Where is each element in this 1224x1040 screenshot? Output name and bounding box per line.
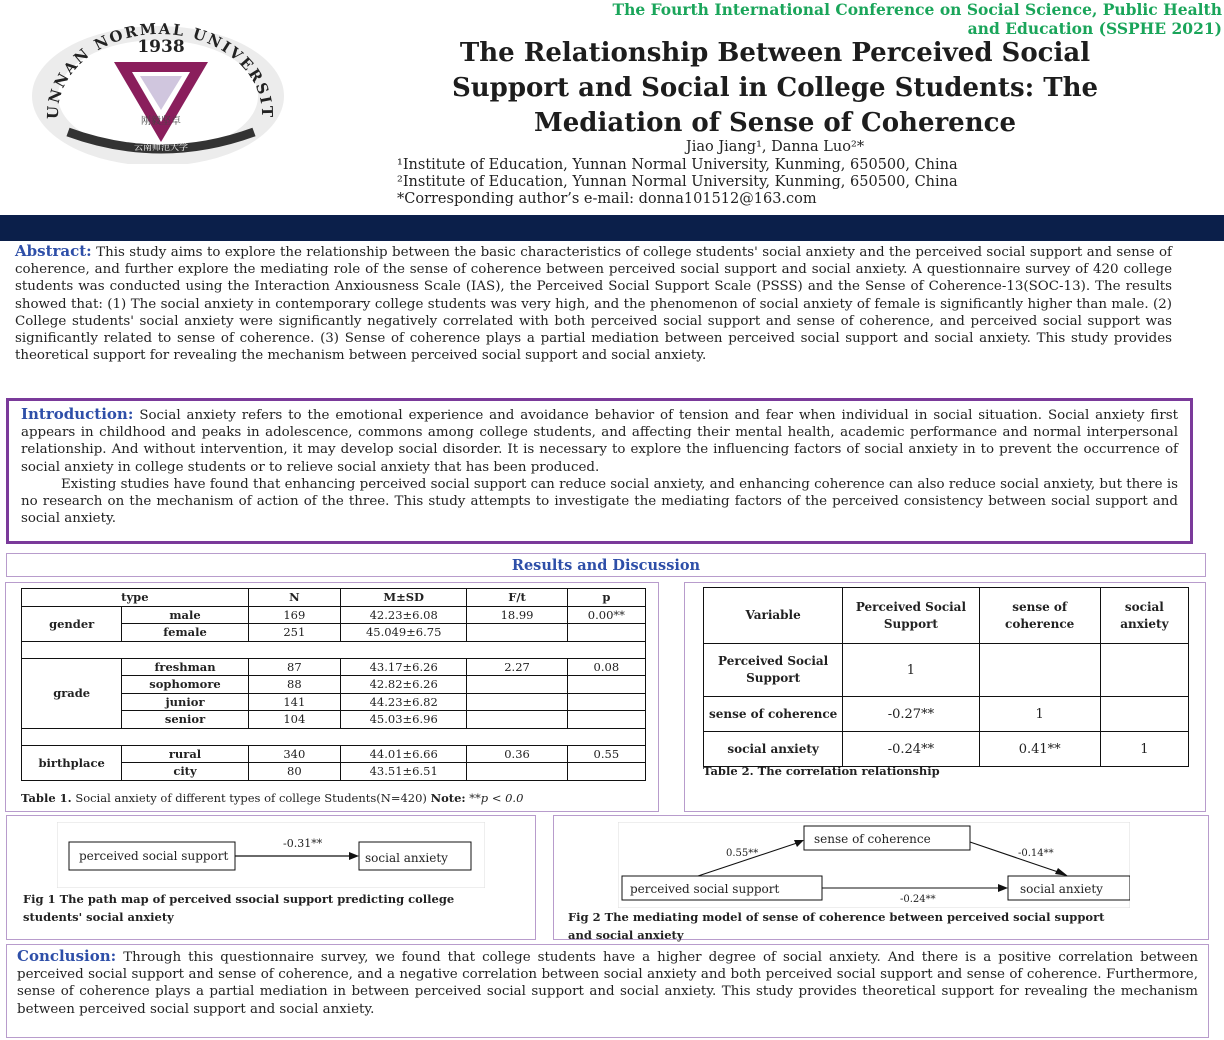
table-header-row: [704, 588, 1189, 644]
fig1-left-label: perceived social support: [79, 849, 229, 863]
table-cell: 88: [248, 676, 340, 694]
table2: [703, 587, 1189, 767]
table-cell: 0.00**: [567, 606, 645, 624]
title-line-2: Support and Social in College Students: The: [451, 73, 1099, 103]
table-row: [22, 658, 646, 676]
table2-caption: Table 2. The correlation relationship: [703, 764, 940, 778]
table1: [21, 588, 646, 781]
table-cell: [467, 763, 567, 781]
introduction-para-1: Social anxiety refers to the emotional experience and avoidance behavior of tension and fear when individual in social situation. Social anxiety first appears in childhood and peaks in adolescence, commons among college students, and affecting their mental health, academic performance and normal interpersonal relationship. And without intervention, it may develop social disorder. It is necessary to explore the influencing factors of social anxiety in to prevent the occurrence of social anxiety in college students or to relieve social anxiety that has been produced.: [21, 408, 1178, 475]
header-divider-bar: [0, 215, 1224, 241]
table1-panel: [5, 582, 659, 812]
affiliations: [397, 157, 1197, 208]
conclusion-section: [6, 944, 1209, 1038]
table-cell: [1100, 697, 1188, 732]
table-cell: city: [122, 763, 248, 781]
table-cell: [567, 693, 645, 711]
conference-line-2: and Education (SSPHE 2021): [967, 19, 1222, 38]
fig1-caption: [23, 890, 454, 926]
fig2-left-label: perceived social support: [630, 882, 780, 896]
table-spacer-row: [22, 728, 646, 745]
table-cell: [567, 676, 645, 694]
table-cell: [1100, 644, 1188, 697]
table1-note-text: **p < 0.0: [469, 791, 524, 805]
table-header: p: [567, 589, 645, 607]
title-line-1: The Relationship Between Perceived Social: [459, 38, 1091, 68]
table-cell: 0.55: [567, 745, 645, 763]
table-cell: [567, 763, 645, 781]
abstract-section: [15, 243, 1172, 364]
corresponding-email: *Corresponding author’s e-mail: donna101512@163.com: [397, 191, 817, 207]
table1-caption: [21, 791, 523, 805]
fig2-right-label: social anxiety: [1020, 882, 1103, 896]
table-cell: 43.51±6.51: [340, 763, 466, 781]
fig1-caption-line-1: Fig 1 The path map of perceived ssocial support predicting college: [23, 892, 455, 906]
group-label: birthplace: [22, 745, 122, 780]
table1-caption-label: Table 1.: [21, 791, 72, 805]
table-cell: 169: [248, 606, 340, 624]
conference-line-1: The Fourth International Conference on Social Science, Public Health: [612, 0, 1222, 19]
table1-caption-text: Social anxiety of different types of college Students(N=420): [75, 791, 427, 805]
table-header: sense of coherence: [979, 588, 1100, 644]
fig2-caption-line-1: Fig 2 The mediating model of sense of coherence between perceived social support: [568, 910, 1105, 924]
table-row: [704, 732, 1189, 767]
table-cell: sophomore: [122, 676, 248, 694]
fig1-right-label: social anxiety: [365, 851, 448, 865]
table-header: type: [22, 589, 249, 607]
fig2-top-label: sense of coherence: [814, 832, 931, 846]
fig2-coef-b: -0.14**: [1018, 848, 1054, 859]
conclusion-label: Conclusion:: [17, 947, 117, 965]
table-cell: 44.01±6.66: [340, 745, 466, 763]
table-cell: 340: [248, 745, 340, 763]
affiliation-2: ²Institute of Education, Yunnan Normal University, Kunming, 650500, China: [397, 174, 958, 190]
conference-name: [440, 0, 1222, 38]
logo-year: 1938: [137, 37, 185, 57]
table-cell: 2.27: [467, 658, 567, 676]
table1-note-label: Note:: [430, 791, 466, 805]
university-logo: [28, 14, 290, 164]
abstract-text: This study aims to explore the relationship between the basic characteristics of college students' social anxiety and the perceived social support and sense of coherence, and further explore the mediating role of the sense of coherence between perceived social support and social anxiety. A questionnaire survey of 420 college students was conducted using the Interaction Anxiousness Scale (IAS), the Perceived Social Support Scale (PSSS) and the Sense of Coherence-13(SOC-13). The results showed that: (1) The social anxiety in contemporary college students was very high, and the phenomenon of social anxiety of female is significantly higher than male. (2) College students' social anxiety were significantly negatively correlated with both perceived social support and sense of coherence, and perceived social support was significantly related to sense of coherence. (3) Sense of coherence plays a partial mediation between perceived social support and social anxiety. This study provides theoretical support for revealing the mechanism between perceived social support and social anxiety.: [15, 245, 1172, 364]
table-header: F/t: [467, 589, 567, 607]
table-cell: 1: [1100, 732, 1188, 767]
table-cell: 18.99: [467, 606, 567, 624]
results-heading: Results and Discussion: [6, 553, 1206, 577]
table-cell: 1: [979, 697, 1100, 732]
table-header: Variable: [704, 588, 843, 644]
table-row: [22, 606, 646, 624]
table-cell: 45.03±6.96: [340, 711, 466, 729]
fig2-caption: [568, 908, 1104, 944]
table-cell: 44.23±6.82: [340, 693, 466, 711]
fig2-coef-c: -0.24**: [900, 894, 936, 905]
table-cell: 141: [248, 693, 340, 711]
table-cell: [567, 624, 645, 642]
table-cell: -0.27**: [843, 697, 979, 732]
row-label: sense of coherence: [704, 697, 843, 732]
poster-title: [380, 36, 1170, 141]
introduction-para-2: Existing studies have found that enhancing perceived social support can reduce social anxiety, and enhancing coherence can also reduce social anxiety, but there is no research on the mechanism of action of the three. This study attempts to investigate the mediating factors of the perceived consistency between social support and social anxiety.: [21, 476, 1178, 527]
introduction-label: Introduction:: [21, 405, 134, 423]
table-cell: [467, 676, 567, 694]
fig2-caption-line-2: and social anxiety: [568, 928, 684, 942]
fig1-panel: [6, 815, 536, 940]
table-cell: 0.08: [567, 658, 645, 676]
table-cell: rural: [122, 745, 248, 763]
table-header-row: [22, 589, 646, 607]
table-header: social anxiety: [1100, 588, 1188, 644]
fig1-path-diagram: [57, 822, 485, 888]
table-cell: [467, 693, 567, 711]
table-cell: -0.24**: [843, 732, 979, 767]
table-cell: 45.049±6.75: [340, 624, 466, 642]
table-cell: female: [122, 624, 248, 642]
table-header: N: [248, 589, 340, 607]
group-label: gender: [22, 606, 122, 641]
table-cell: [467, 711, 567, 729]
table2-panel: [684, 582, 1206, 812]
logo-name-cn: 云南师范大学: [133, 143, 189, 153]
table-cell: 42.82±6.26: [340, 676, 466, 694]
table-cell: 80: [248, 763, 340, 781]
table-row: [704, 697, 1189, 732]
table-cell: 104: [248, 711, 340, 729]
conclusion-text: Through this questionnaire survey, we found that college students have a higher degree of social anxiety. And there is a positive correlation between perceived social support and sense of coherence, and a negative correlation between social anxiety and both perceived social support and sense of coherence. Furthermore, sense of coherence plays a partial mediation in between perceived social support and social anxiety. This study provides theoretical support for revealing the mechanism between perceived social support and social anxiety.: [17, 950, 1198, 1017]
table-cell: 0.41**: [979, 732, 1100, 767]
table-cell: [467, 624, 567, 642]
authors: Jiao Jiang¹, Danna Luo²*: [685, 139, 865, 155]
fig2-panel: [553, 815, 1209, 940]
table-cell: 1: [843, 644, 979, 697]
table-cell: [567, 711, 645, 729]
table-cell: male: [122, 606, 248, 624]
abstract-label: Abstract:: [15, 242, 92, 260]
row-label: Perceived Social Support: [704, 644, 843, 697]
table-cell: freshman: [122, 658, 248, 676]
affiliation-1: ¹Institute of Education, Yunnan Normal University, Kunming, 650500, China: [397, 157, 958, 173]
table-row: [22, 745, 646, 763]
group-label: grade: [22, 658, 122, 728]
table-spacer-row: [22, 641, 646, 658]
table-row: [704, 644, 1189, 697]
table-cell: senior: [122, 711, 248, 729]
table-header: Perceived Social Support: [843, 588, 979, 644]
table-cell: junior: [122, 693, 248, 711]
table-header: M±SD: [340, 589, 466, 607]
logo-arc-text: UNNAN NORMAL UNIVERSIT: [43, 19, 277, 120]
table-cell: [979, 644, 1100, 697]
fig2-coef-a: 0.55**: [726, 848, 759, 859]
table-cell: 0.36: [467, 745, 567, 763]
fig1-coef: -0.31**: [283, 837, 323, 850]
row-label: social anxiety: [704, 732, 843, 767]
logo-motto: 刚毅坚卓: [141, 116, 181, 127]
title-line-3: Mediation of Sense of Coherence: [533, 108, 1016, 138]
fig2-mediation-diagram: [618, 822, 1130, 908]
table-cell: 43.17±6.26: [340, 658, 466, 676]
table-cell: 87: [248, 658, 340, 676]
table-cell: 251: [248, 624, 340, 642]
introduction-section: [6, 398, 1193, 544]
table-cell: 42.23±6.08: [340, 606, 466, 624]
fig1-caption-line-2: students' social anxiety: [23, 910, 174, 924]
